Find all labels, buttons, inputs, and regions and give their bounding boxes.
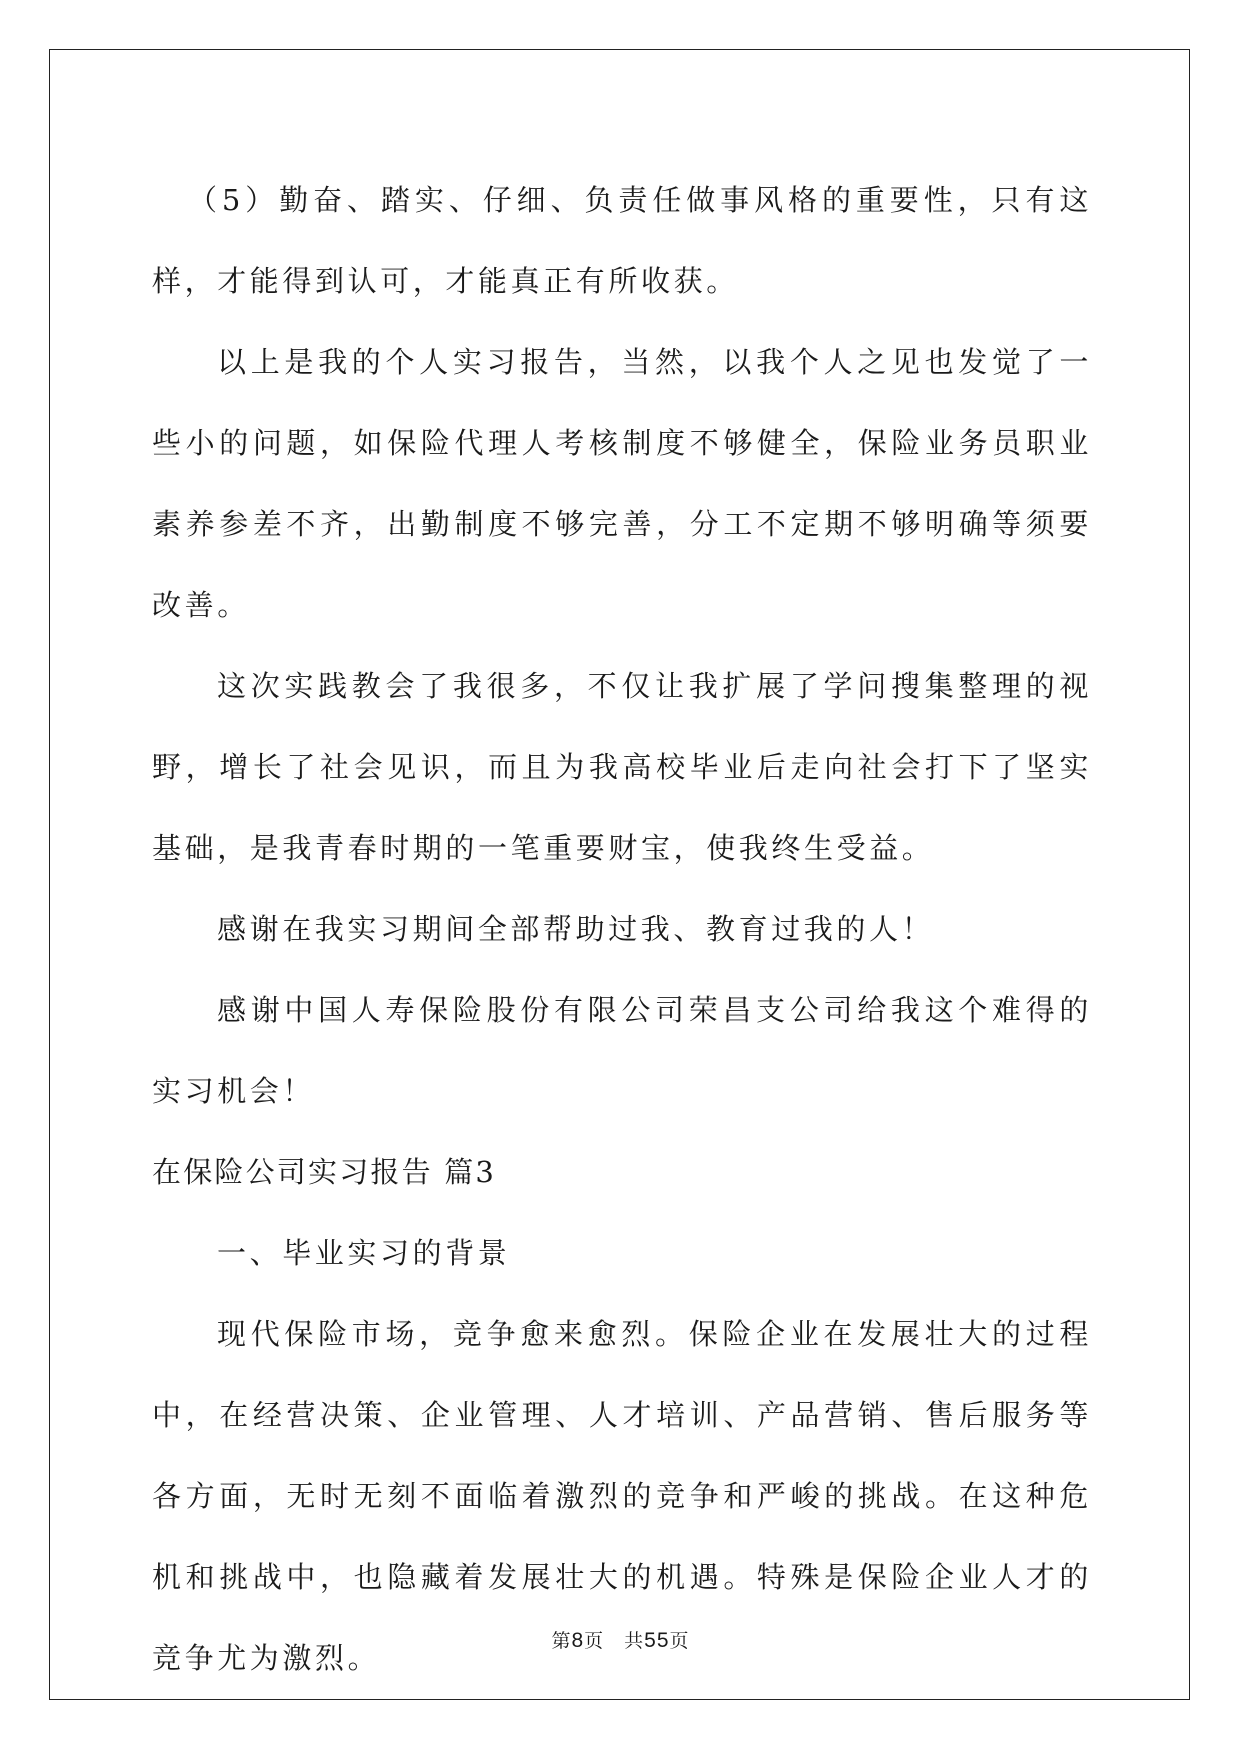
page-suffix: 页: [584, 1630, 605, 1652]
document-body: [152, 160, 1092, 1699]
paragraph-work-style: （5）勤奋、踏实、仔细、负责任做事风格的重要性，只有这样，才能得到认可，才能真正有所收获。: [152, 183, 1092, 298]
page-footer: [0, 1626, 1241, 1653]
total-prefix: 共: [624, 1630, 645, 1652]
page-number: 8: [571, 1629, 585, 1652]
paragraph-thanks-company: 感谢中国人寿保险股份有限公司荣昌支公司给我这个难得的实习机会！: [152, 993, 1092, 1108]
total-suffix: 页: [669, 1630, 690, 1652]
total-pages: 55: [644, 1629, 670, 1652]
page-prefix: 第: [551, 1630, 572, 1652]
paragraph-practice-reflection: 这次实践教会了我很多，不仅让我扩展了学问搜集整理的视野，增长了社会见识，而且为我高校毕业后走向社会打下了坚实基础，是我青春时期的一笔重要财宝，使我终生受益。: [152, 669, 1092, 865]
subheading: 一、毕业实习的背景: [217, 1236, 511, 1270]
paragraph-background: 现代保险市场，竞争愈来愈烈。保险企业在发展壮大的过程中，在经营决策、企业管理、人才培训、产品营销、售后服务等各方面，无时无刻不面临着激烈的竞争和严峻的挑战。在这种危机和挑战中，也隐藏着发展壮大的机遇。特殊是保险企业人才的竞争尤为激烈。: [152, 1317, 1092, 1675]
section-title: 在保险公司实习报告 篇3: [152, 1155, 497, 1189]
paragraph-thanks-people: 感谢在我实习期间全部帮助过我、教育过我的人！: [217, 912, 935, 946]
paragraph-report-summary: 以上是我的个人实习报告，当然，以我个人之见也发觉了一些小的问题，如保险代理人考核制度不够健全，保险业务员职业素养参差不齐，出勤制度不够完善，分工不定期不够明确等须要改善。: [152, 345, 1092, 622]
